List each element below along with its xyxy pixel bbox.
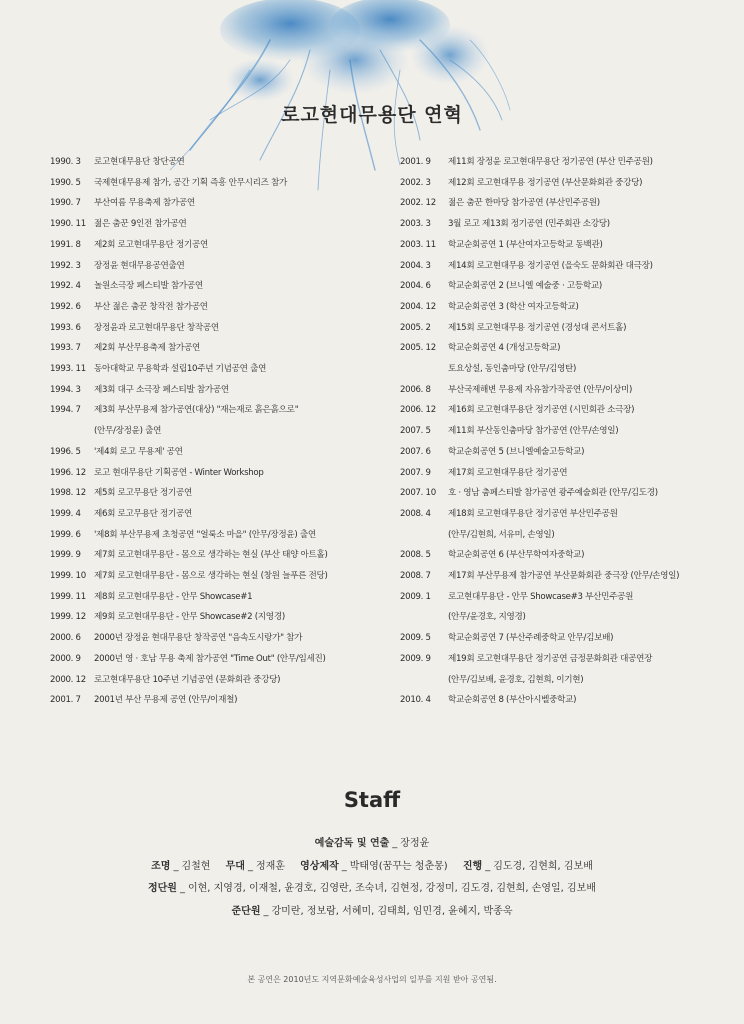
history-date: 2004. 3: [400, 260, 431, 271]
history-entry: [400, 504, 735, 525]
history-text: 제14회 로고현대무용 정기공연 (을숙도 문화회관 대극장): [448, 260, 653, 271]
history-text: 제12회 로고현대무용 정기공연 (부산문화회관 중강당): [448, 177, 643, 188]
history-text: 학교순회공연 6 (부산무학여자중학교): [448, 550, 585, 561]
history-entry: [400, 173, 735, 194]
history-text: 장정윤 현대무용공연출연: [94, 260, 185, 271]
history-text: 제17회 로고현대무용단 정기공연: [448, 467, 568, 478]
history-entry: [50, 525, 390, 546]
history-entry: [50, 442, 390, 463]
history-entry: [50, 152, 390, 173]
history-date: 1994. 3: [50, 384, 81, 395]
history-text: 로고현대무용단 - 안무 Showcase#3 부산민주공원: [448, 591, 634, 602]
history-entry: [50, 338, 390, 359]
history-entry: [50, 628, 390, 649]
history-date: 1993. 11: [50, 364, 86, 375]
history-entry: [400, 193, 735, 214]
history-text: (안무/김현희, 서유미, 손영일): [448, 529, 555, 540]
history-entry: [400, 483, 735, 504]
history-text: 호 · 영남 춤페스티발 참가공연 광주예술회관 (안무/김도경): [448, 488, 658, 499]
history-entry: [400, 566, 735, 587]
history-date: 2002. 12: [400, 198, 436, 209]
history-date: 2009. 5: [400, 633, 431, 644]
history-text: 제15회 로고현대무용 정기공연 (경성대 콘서트홀): [448, 322, 627, 333]
history-date: 1990. 7: [50, 198, 81, 209]
history-text: 제7회 로고현대무용단 - 몸으로 생각하는 현실 (부산 태양 아트홀): [94, 550, 328, 561]
history-text: 제18회 로고현대무용단 정기공연 부산민주공원: [448, 508, 618, 519]
history-date: 2009. 9: [400, 653, 431, 664]
history-date: 2003. 3: [400, 219, 431, 230]
history-entry: [50, 649, 390, 670]
history-text: (안무/장정윤) 출연: [94, 426, 162, 437]
history-date: [400, 359, 448, 380]
history-entry: [50, 359, 390, 380]
history-text: 로고현대무용단 10주년 기념공연 (문화회관 중강당): [94, 674, 281, 685]
history-text: 학교순회공연 7 (부산주례중학교 안무/김보배): [448, 633, 614, 644]
history-text: 제17회 부산무용제 참가공연 부산문화회관 중극장 (안무/손영일): [448, 571, 680, 582]
history-date: 1999. 12: [50, 612, 86, 623]
history-date: 1999. 4: [50, 508, 81, 519]
history-date: [50, 421, 94, 442]
history-text: 부산 젊은 춤꾼 창작전 참가공연: [94, 301, 208, 312]
history-entry: [400, 587, 735, 608]
staff-role-progress: 진행: [462, 860, 483, 872]
history-date: 1993. 6: [50, 322, 81, 333]
history-text: 제2회 로고현대무용단 정기공연: [94, 239, 209, 250]
history-text: 로고 현대무용단 기획공연 - Winter Workshop: [94, 467, 264, 478]
history-entry: [400, 525, 735, 546]
history-entry: [400, 607, 735, 628]
history-entry: [50, 193, 390, 214]
history-date: 1996. 5: [50, 446, 81, 457]
history-text: 학교순회공연 4 (개성고등학교): [448, 343, 561, 354]
staff-role-lighting: 조명: [151, 860, 171, 872]
history-date: 1991. 8: [50, 239, 81, 250]
history-date: 1990. 5: [50, 177, 81, 188]
history-date: 2004. 12: [400, 301, 436, 312]
history-text: 제3회 대구 소극장 페스티발 참가공연: [94, 384, 229, 395]
staff-title: Staff: [343, 788, 401, 812]
history-entry: [50, 256, 390, 277]
history-text: 학교순회공연 1 (부산여자고등학교 동백관): [448, 239, 603, 250]
history-entry: [400, 463, 735, 484]
history-text: 제3회 부산무용제 참가공연(대상) "재는재로 흙은흙으로": [94, 405, 299, 416]
staff-line-associate: 준단원 _ 강미란, 정보람, 서혜미, 김태희, 임민경, 윤혜지, 박종욱: [231, 905, 513, 917]
history-entry: [50, 400, 390, 421]
history-entry: [400, 649, 735, 670]
history-date: 2001. 9: [400, 157, 431, 167]
history-date: 2003. 11: [400, 239, 436, 250]
staff-line-members: 정단원 _ 이현, 지영경, 이재철, 윤경호, 김영란, 조숙녀, 김현정, 강정미, 김도경, 김현희, 손영일, 김보배: [147, 883, 597, 894]
history-text: 제7회 로고현대무용단 - 몸으로 생각하는 현실 (창원 늘푸른 전당): [94, 571, 328, 582]
history-date: 2004. 6: [400, 281, 431, 292]
history-entry: [50, 504, 390, 525]
staff-stage: 정재훈: [255, 860, 285, 872]
history-date: 2008. 4: [400, 508, 431, 519]
history-entry: [50, 380, 390, 401]
history-entry: [400, 235, 735, 256]
history-date: [400, 607, 448, 628]
history-entry: [50, 607, 390, 628]
history-date: 2008. 5: [400, 550, 431, 561]
history-date: 1994. 7: [50, 405, 81, 416]
history-entry: [50, 587, 390, 608]
history-text: 제16회 로고현대무용단 정기공연 (시민회관 소극장): [448, 405, 635, 416]
staff-role-associate: 준단원: [231, 905, 261, 917]
history-date: 2002. 3: [400, 177, 431, 188]
history-date: 1999. 6: [50, 529, 81, 540]
history-entry: [400, 400, 735, 421]
history-entry: [400, 380, 735, 401]
history-text: 제19회 로고현대무용단 정기공연 금정문화회관 대공연장: [448, 653, 653, 664]
staff-video: 박태영(꿈꾸는 청춘몽): [349, 860, 448, 872]
history-date: 2001. 7: [50, 695, 81, 706]
history-entry: [50, 235, 390, 256]
history-text: 제8회 로고현대무용단 - 안무 Showcase#1: [94, 591, 253, 602]
history-text: 학교순회공연 8 (부산아시벨중학교): [448, 695, 577, 706]
history-entry: [400, 318, 735, 339]
history-right-column: [400, 152, 735, 711]
history-date: 1990. 11: [50, 219, 86, 230]
history-date: 2000. 6: [50, 633, 81, 644]
history-text: 2001년 부산 무용제 공연 (안무/이재철): [94, 695, 238, 706]
history-text: '제8회 부산무용제 초청공연 "얼룩소 마을" (안무/장정윤) 출연: [94, 529, 316, 540]
staff-associate: 강미란, 정보람, 서혜미, 김태희, 임민경, 윤혜지, 박종욱: [271, 905, 513, 917]
history-text: 학교순회공연 2 (브니엘 예술중 · 고등학교): [448, 281, 602, 292]
history-text: 학교순회공연 3 (학산 여자고등학교): [448, 301, 579, 312]
history-date: 2008. 7: [400, 571, 431, 582]
history-entry: [50, 670, 390, 691]
history-entry: [400, 442, 735, 463]
history-text: 로고현대무용단 창단공연: [94, 157, 185, 167]
history-entry: [400, 628, 735, 649]
history-entry: [400, 214, 735, 235]
history-text: 국제현대무용제 참가, 공간 기획 즉흥 안무시리즈 참가: [94, 177, 288, 188]
history-text: 2000년 장정윤 현대무용단 창작공연 "음속도시랑가" 참가: [94, 633, 303, 644]
history-entry: [50, 690, 390, 711]
staff-progress: 김도경, 김현희, 김보배: [493, 860, 593, 872]
history-date: 2005. 2: [400, 322, 431, 333]
history-text: 제11회 장정윤 로고현대무용단 정기공연 (부산 민주공원): [448, 157, 653, 167]
history-date: 2000. 12: [50, 674, 86, 685]
history-entry: [50, 483, 390, 504]
staff-credits: [0, 833, 744, 923]
history-left-column: [50, 152, 390, 711]
history-text: 젊은 춤꾼 한마당 참가공연 (부산민주공원): [448, 198, 600, 209]
history-date: 2007. 10: [400, 488, 436, 499]
history-text: 놀원소극장 페스티발 참가공연: [94, 281, 203, 292]
history-entry: [50, 214, 390, 235]
history-date: 2000. 9: [50, 653, 81, 664]
history-date: 2007. 9: [400, 467, 431, 478]
history-entry: [400, 690, 735, 711]
staff-role-stage: 무대: [225, 860, 245, 872]
history-text: 장정윤과 로고현대무용단 창작공연: [94, 322, 219, 333]
history-text: 학교순회공연 5 (브니엘예술고등학교): [448, 446, 585, 457]
history-date: [400, 670, 448, 691]
history-date: 2006. 8: [400, 384, 431, 395]
history-entry: [400, 297, 735, 318]
history-text: 제5회 로고무용단 정기공연: [94, 488, 193, 499]
history-date: 1998. 12: [50, 488, 86, 499]
staff-line-crew: 조명 _ 김철현 무대 _ 정재훈 영상제작 _ 박태영(꿈꾸는 청춘몽) 진행 _ 김도경, 김현희, 김보배: [151, 860, 593, 872]
history-text: 3월 로고 제13회 정기공연 (민주회관 소강당): [448, 219, 610, 230]
history-entry: [400, 421, 735, 442]
history-entry: [50, 463, 390, 484]
history-date: 2010. 4: [400, 695, 431, 706]
history-text: 젊은 춤꾼 9인전 참가공연: [94, 219, 187, 230]
staff-director: 장정윤: [400, 838, 430, 849]
history-text: 제6회 로고무용단 정기공연: [94, 508, 193, 519]
history-entry: [50, 297, 390, 318]
history-entry: [50, 318, 390, 339]
history-text: (안무/윤경호, 지영경): [448, 612, 526, 623]
history-text: '제4회 로고 무용제' 공연: [94, 446, 183, 457]
history-entry: [400, 670, 735, 691]
history-text: 부산국제해변 무용제 자유참가작공연 (안무/이상미): [448, 384, 633, 395]
staff-lighting: 김철현: [181, 860, 211, 872]
history-date: 1999. 11: [50, 591, 86, 602]
history-entry: [50, 421, 390, 442]
history-date: 1996. 12: [50, 467, 86, 478]
history-date: 2006. 12: [400, 405, 436, 416]
staff-role-video: 영상제작: [300, 860, 339, 872]
staff-role-members: 정단원: [147, 883, 177, 894]
history-date: 1992. 3: [50, 260, 81, 271]
history-date: [400, 525, 448, 546]
history-entry: [400, 359, 735, 380]
history-text: 제9회 로고현대무용단 - 안무 Showcase#2 (지영경): [94, 612, 285, 623]
history-entry: [400, 256, 735, 277]
history-entry: [400, 276, 735, 297]
history-date: 2005. 12: [400, 343, 436, 354]
history-entry: [50, 566, 390, 587]
history-entry: [50, 276, 390, 297]
history-date: 1990. 3: [50, 157, 81, 167]
history-date: 2007. 6: [400, 446, 431, 457]
staff-role-director: 예술감독 및 연출: [314, 838, 390, 849]
staff-members: 이현, 지영경, 이재철, 윤경호, 김영란, 조숙녀, 김현정, 강정미, 김도경, 김현희, 손영일, 김보배: [187, 883, 597, 894]
history-text: 토요상설, 동인춤마당 (안무/김영탄): [448, 364, 577, 375]
history-entry: [400, 338, 735, 359]
history-text: 제2회 부산무용축제 참가공연: [94, 343, 201, 354]
history-entry: [400, 152, 735, 173]
history-text: (안무/김보배, 윤경호, 김현희, 이기현): [448, 674, 584, 685]
history-date: 2007. 5: [400, 426, 431, 437]
history-date: 1993. 7: [50, 343, 81, 354]
history-date: 2009. 1: [400, 591, 431, 602]
history-text: 동아대학교 무용학과 설립10주년 기념공연 출연: [94, 364, 267, 375]
history-entry: [400, 545, 735, 566]
history-date: 1992. 6: [50, 301, 81, 312]
history-date: 1999. 10: [50, 571, 86, 582]
history-date: 1992. 4: [50, 281, 81, 292]
history-entry: [50, 545, 390, 566]
staff-line-director: 예술감독 및 연출 _ 장정윤: [314, 838, 430, 849]
history-text: 2000년 영 · 호남 무용 축제 참가공연 "Time Out" (안무/임세진): [94, 653, 326, 664]
sponsor-footnote: 본 공연은 2010년도 지역문화예술육성사업의 일부를 지원 받아 공연됨.: [247, 975, 497, 984]
history-text: 제11회 부산동인춤마당 참가공연 (안무/손영일): [448, 426, 619, 437]
page-title: 로고현대무용단 연혁: [281, 104, 463, 126]
history-text: 부산여름 무용축제 참가공연: [94, 198, 195, 209]
history-entry: [50, 173, 390, 194]
history-date: 1999. 9: [50, 550, 81, 561]
